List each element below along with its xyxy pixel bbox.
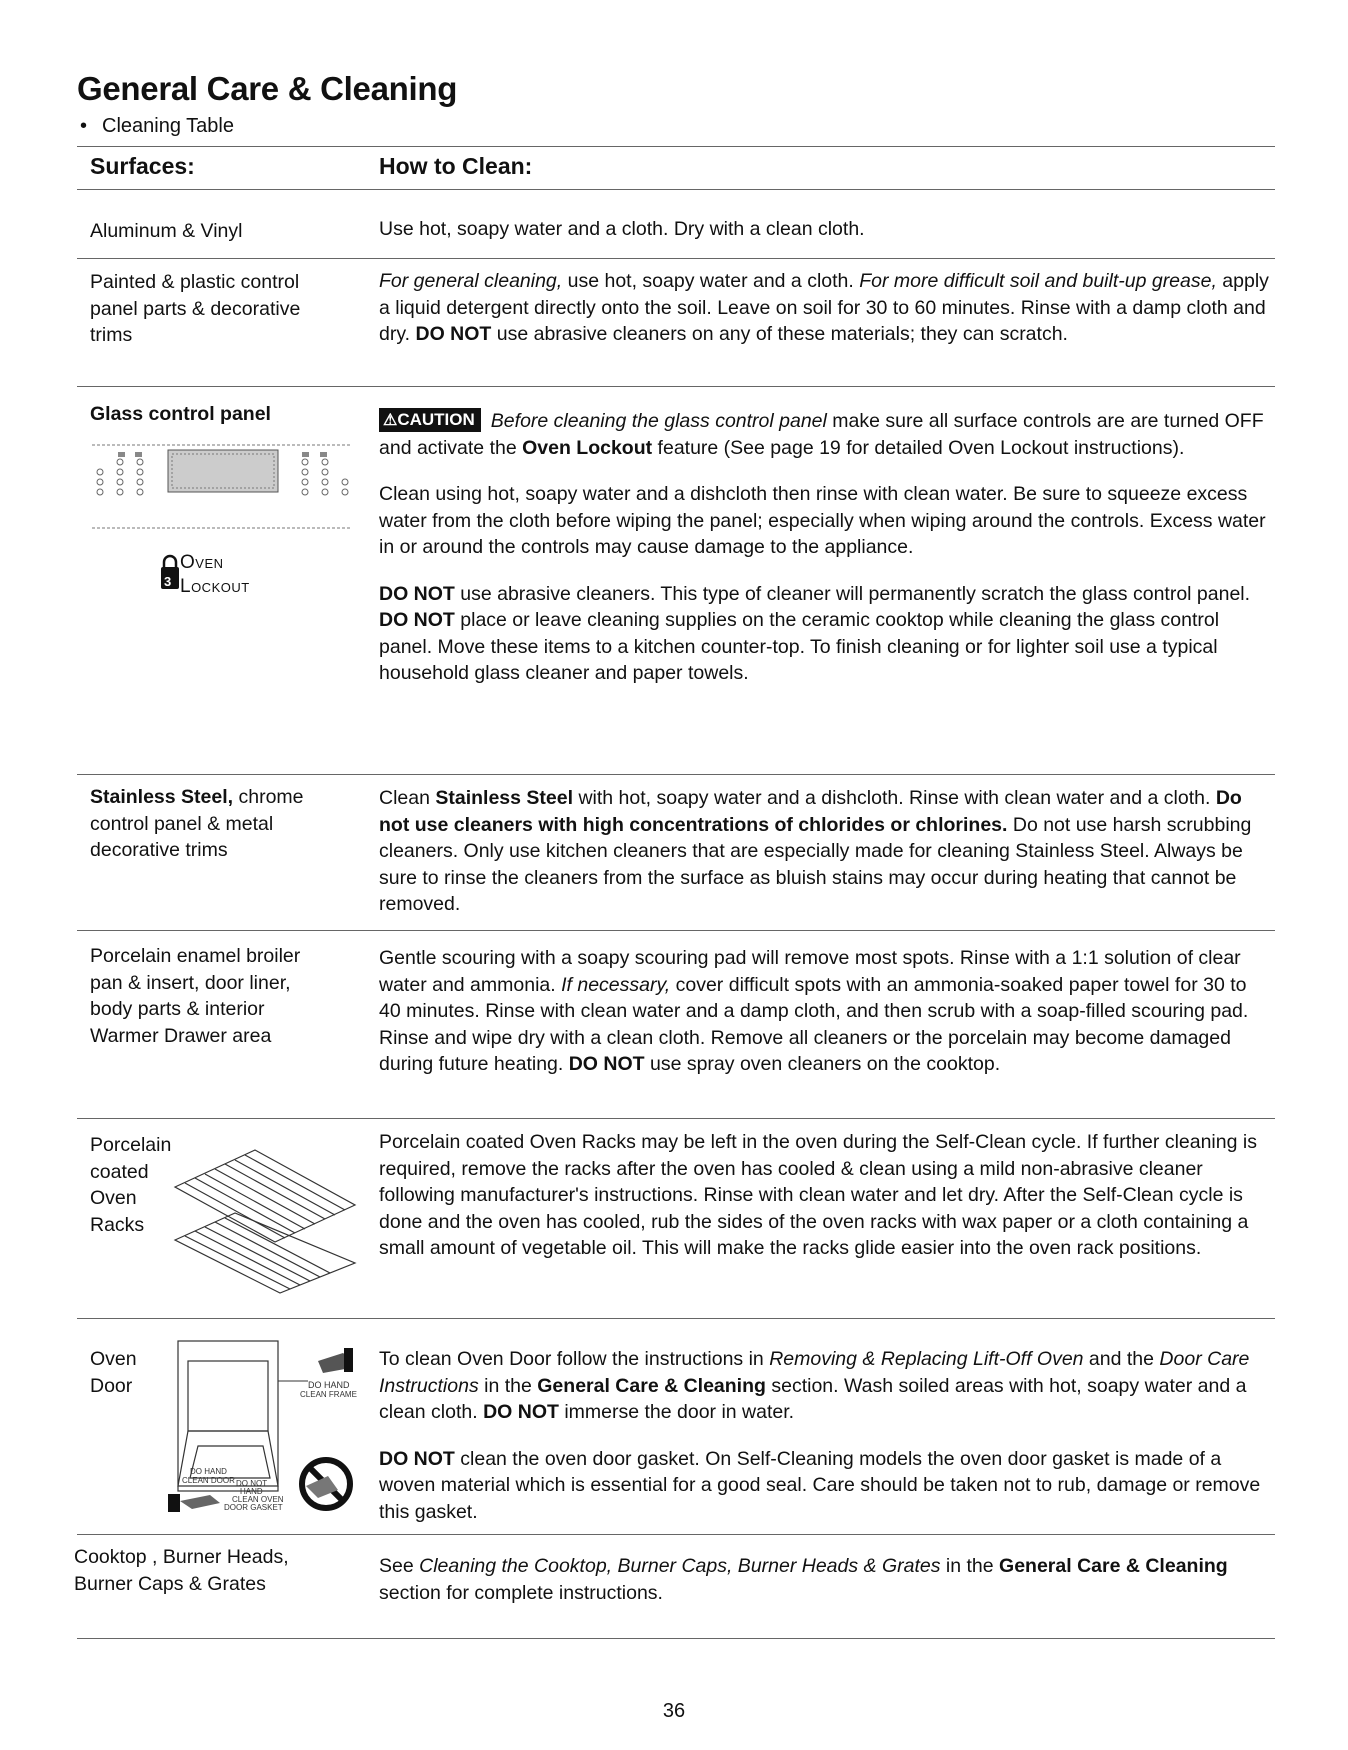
section-bullet xyxy=(80,115,234,138)
surface-aluminum-vinyl: Aluminum & Vinyl xyxy=(90,220,243,242)
divider xyxy=(77,1318,1275,1319)
page-number: 36 xyxy=(662,1700,686,1722)
column-header-surfaces: Surfaces: xyxy=(90,153,195,179)
fig-label-hand-frame-2: CLEAN FRAME xyxy=(300,1390,357,1399)
caution-badge: ⚠CAUTION xyxy=(379,408,481,432)
divider xyxy=(77,1118,1275,1119)
divider xyxy=(77,258,1275,259)
surface-oven-door: Oven Door xyxy=(90,1348,137,1397)
fig-label-no-gasket-1: DO NOT xyxy=(236,1479,268,1488)
how-porcelain-racks: Porcelain coated Oven Racks may be left in the oven during the Self-Clean cycle. If further cleaning is required, remove the racks after the oven has cooled & clean using a mild non-abrasive cleaner following manufacturer's instructions. Rinse with clean water and let dry. After the Self-Clean cycle is done and the oven has cooled, rub the sides of the oven racks with wax paper or a cloth containing a small amount of vegetable oil. This will make the racks glide easier into the oven rack positions. xyxy=(379,1131,1257,1259)
surface-porcelain-enamel: Porcelain enamel broiler pan & insert, door liner, body parts & interior Warmer Drawer area xyxy=(90,945,301,1047)
divider xyxy=(77,1534,1275,1535)
fig-label-no-gasket-3: CLEAN OVEN xyxy=(232,1495,284,1504)
surface-stainless-steel: Stainless Steel, chrome control panel & metal decorative trims xyxy=(90,786,304,861)
divider xyxy=(77,146,1275,147)
bullet-icon: • xyxy=(80,115,88,137)
divider xyxy=(77,930,1275,931)
how-aluminum-vinyl: Use hot, soapy water and a cloth. Dry with a clean cloth. xyxy=(379,218,865,240)
divider xyxy=(77,189,1275,190)
divider xyxy=(77,386,1275,387)
how-painted-plastic: For general cleaning, use hot, soapy water and a cloth. For more difficult soil and built-up grease, apply a liquid detergent directly onto the soil. Leave on soil for 30 to 60 minutes. Rinse with a damp cloth and dry. DO NOT use abrasive cleaners on any of these materials; they can scratch. xyxy=(379,270,1269,345)
fig-label-no-gasket-4: DOOR GASKET xyxy=(224,1503,283,1512)
how-glass-control-panel: ⚠CAUTION Before cleaning the glass control panel make sure all surface controls are are turned OFF and activate the Oven Lockout feature (See page 19 for detailed Oven Lockout instructions). Clean using hot, soapy water and a dishcloth then rinse with clean water. Be sure to squeeze excess water from the cloth before wiping the panel; especially when wiping around the controls. Excess water in or around the controls may cause damage to the appliance. DO NOT use abrasive cleaners. This type of cleaner will permanently scratch the glass control panel. DO NOT place or leave cleaning supplies on the ceramic cooktop while cleaning the glass control panel. Move these items to a kitchen counter-top. To finish cleaning or for lighter soil use a typical household glass cleaner and paper towels. xyxy=(379,410,1266,684)
oven-rack-illustration xyxy=(170,1145,360,1295)
surface-porcelain-racks: Porcelain coated Oven Racks xyxy=(90,1134,172,1236)
surface-painted-plastic: Painted & plastic control panel parts & decorative trims xyxy=(90,271,301,346)
lock-number: 3 xyxy=(164,574,172,589)
oven-door-illustration xyxy=(168,1336,363,1518)
surface-cooktop: Cooktop , Burner Heads, Burner Caps & Grates xyxy=(74,1546,289,1595)
surface-glass-control-panel: Glass control panel xyxy=(90,403,271,425)
bullet-label: Cleaning Table xyxy=(102,115,234,137)
warning-icon: ⚠ xyxy=(383,412,398,429)
how-oven-door: To clean Oven Door follow the instructions in Removing & Replacing Lift-Off Oven and the Door Care Instructions in the General Care & Cleaning section. Wash soiled areas with hot, soapy water and a clean cloth. DO NOT immerse the door in water. DO NOT clean the oven door gasket. On Self-Cleaning models the oven door gasket is made of a woven material which is essential for a good seal. Care should be taken not to rub, damage or remove this gasket. xyxy=(379,1348,1261,1523)
divider xyxy=(77,774,1275,775)
control-panel-illustration xyxy=(90,440,355,535)
divider xyxy=(77,1638,1275,1639)
fig-label-hand-door-2: CLEAN DOOR xyxy=(182,1476,235,1485)
fig-label-no-gasket-2: HAND xyxy=(240,1487,263,1496)
how-stainless-steel: Clean Stainless Steel with hot, soapy water and a dishcloth. Rinse with clean water and a cloth. Do not use cleaners with high concentrations of chlorides or chlorines. Do not use harsh scrubbing cleaners. Only use kitchen cleaners that are especially made for cleaning Stainless Steel. Always be sure to rinse the cleaners from the surface as bluish stains may occur during heating that cannot be removed. xyxy=(379,787,1252,915)
how-porcelain-enamel: Gentle scouring with a soapy scouring pad will remove most spots. Rinse with a 1:1 solution of clear water and ammonia. If necessary, cover difficult spots with an ammonia-soaked paper towel for 30 to 40 minutes. Rinse with clean water and a damp cloth, and then scrub with a soap-filled scouring pad. Rinse and wipe dry with a clean cloth. Remove all cleaners or the porcelain may become damaged during future heating. DO NOT use spray oven cleaners on the cooktop. xyxy=(379,947,1249,1075)
page-title: General Care & Cleaning xyxy=(77,70,458,107)
column-header-how-to-clean: How to Clean: xyxy=(379,153,533,179)
oven-lockout-label: Oven Lockout xyxy=(180,552,250,597)
how-cooktop: See Cleaning the Cooktop, Burner Caps, Burner Heads & Grates in the General Care & Cleaning section for complete instructions. xyxy=(379,1555,1228,1604)
fig-label-hand-door-1: DO HAND xyxy=(190,1467,227,1476)
fig-label-hand-frame-1: DO HAND xyxy=(308,1380,350,1390)
